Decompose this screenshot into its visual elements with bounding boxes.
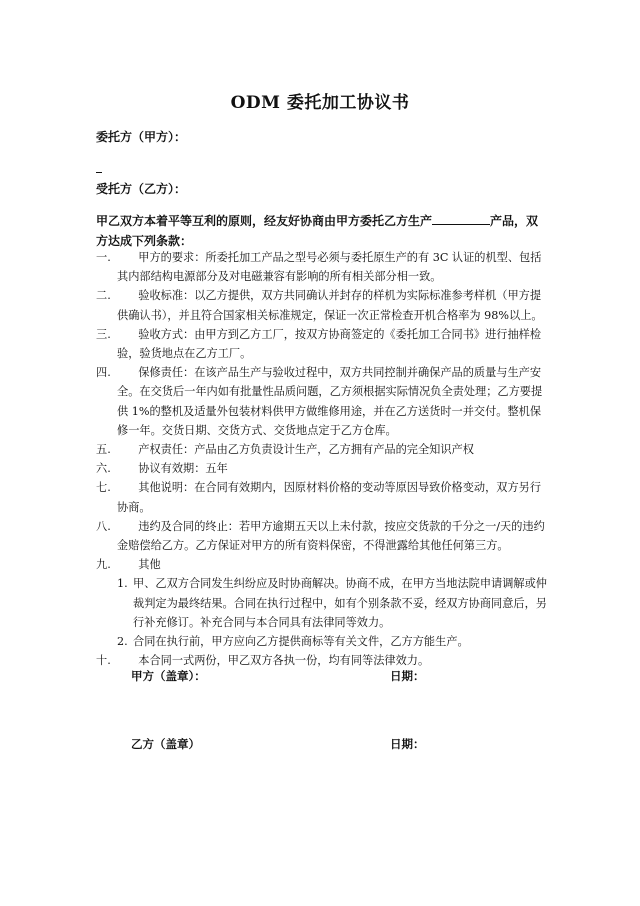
product-blank-line: [432, 213, 490, 225]
clause-number: 七.: [96, 481, 111, 495]
clause-item: [96, 517, 551, 555]
party-a-label: 委托方（甲方）：: [96, 130, 187, 144]
clause-text: 甲方的要求：所委托加工产品之型号必须与委托原生产的有 3C 认证的机型、包括其内部结构电源部分及对电磁兼容有影响的所有相关部分相一致。: [117, 251, 542, 284]
document-title: ODM 委托加工协议书: [230, 93, 410, 113]
party-b-date-label: 日期：: [390, 737, 425, 751]
clause-number: 三.: [96, 327, 111, 341]
party-b-seal-label: 乙方（盖章）: [131, 737, 200, 751]
intro-text-2: 产品，双方达成下列条款：: [96, 214, 539, 248]
sub-item-text: 甲、乙双方合同发生纠纷应及时协商解决。协商不成，在甲方当地法院申请调解或仲裁判定为最终结果。合同在执行过程中，如有个别条款不妥，经双方协商同意后，另行补充修订。补充合同与本合同具有法律同等效力。: [133, 577, 547, 629]
clause-number: 六.: [96, 462, 111, 476]
party-a-date-label: 日期：: [390, 669, 425, 683]
clause-item: [96, 286, 551, 324]
sub-item: [96, 574, 551, 632]
clause-item: [96, 555, 551, 574]
clause-number: 五.: [96, 443, 111, 457]
clause-number: 四.: [96, 366, 111, 380]
clause-text: 验收方式：由甲方到乙方工厂，按双方协商签定的《委托加工合同书》进行抽样检验，验货地点在乙方工厂。: [117, 327, 542, 361]
clause-text: 违约及合同的终止：若甲方逾期五天以上未付款，按应交货款的千分之一/天的违约金赔偿给乙方。乙方保证对甲方的所有资料保密，不得泄露给其他任何第三方。: [117, 519, 545, 553]
clause-text: 产权责任：产品由乙方负责设计生产，乙方拥有产品的完全知识产权: [138, 443, 474, 457]
clause-number: 八.: [96, 519, 111, 533]
sub-item-number: 1.: [117, 577, 128, 591]
intro-text-1: 甲乙双方本着平等互利的原则，经友好协商由甲方委托乙方生产: [96, 214, 433, 228]
clause-item: [96, 478, 551, 516]
party-a-seal-label: 甲方（盖章）：: [131, 669, 206, 683]
sub-item: [96, 632, 551, 651]
clause-item: [96, 248, 551, 286]
clause-text: 保修责任：在该产品生产与验收过程中，双方共同控制并确保产品的质量与生产安全。在交货后一年内如有批量性品质问题，乙方须根据实际情况负全责处理；乙方要提供 1%的整机及适量外包装材料供甲方做维修用途，并在乙方送货时一并交付。整机保修一年。交货日期、交货方式、交货地点定于乙方仓库。: [117, 366, 543, 437]
clause-item: [96, 440, 551, 459]
clause-number: 九.: [96, 558, 111, 572]
sub-item-text: 合同在执行前，甲方应向乙方提供商标等有关文件，乙方方能生产。: [133, 635, 469, 649]
intro-paragraph: [96, 211, 548, 251]
clauses-list: [96, 248, 551, 670]
clause-item: [96, 459, 551, 478]
sub-item-number: 2.: [117, 635, 128, 649]
clause-number: 一.: [96, 251, 111, 264]
party-b-label: 受托方（乙方）：: [96, 182, 187, 196]
clause-text: 本合同一式两份，甲乙双方各执一份，均有同等法律效力。: [138, 654, 430, 668]
clause-number: 十.: [96, 654, 111, 668]
clause-text: 其他: [138, 558, 161, 572]
clause-text: 验收标准：以乙方提供，双方共同确认并封存的样机为实际标准参考样机（甲方提供确认书），并且符合国家相关标准规定，保证一次正常检查开机合格率为 98%以上。: [117, 289, 543, 322]
clause-item: [96, 325, 551, 363]
clause-text: 其他说明：在合同有效期内，因原材料价格的变动等原因导致价格变动，双方另行协商。: [117, 481, 542, 514]
clause-item: [96, 363, 551, 440]
underline-mark: [96, 172, 102, 173]
clause-number: 二.: [96, 289, 111, 303]
clause-text: 协议有效期：五年: [138, 462, 228, 476]
